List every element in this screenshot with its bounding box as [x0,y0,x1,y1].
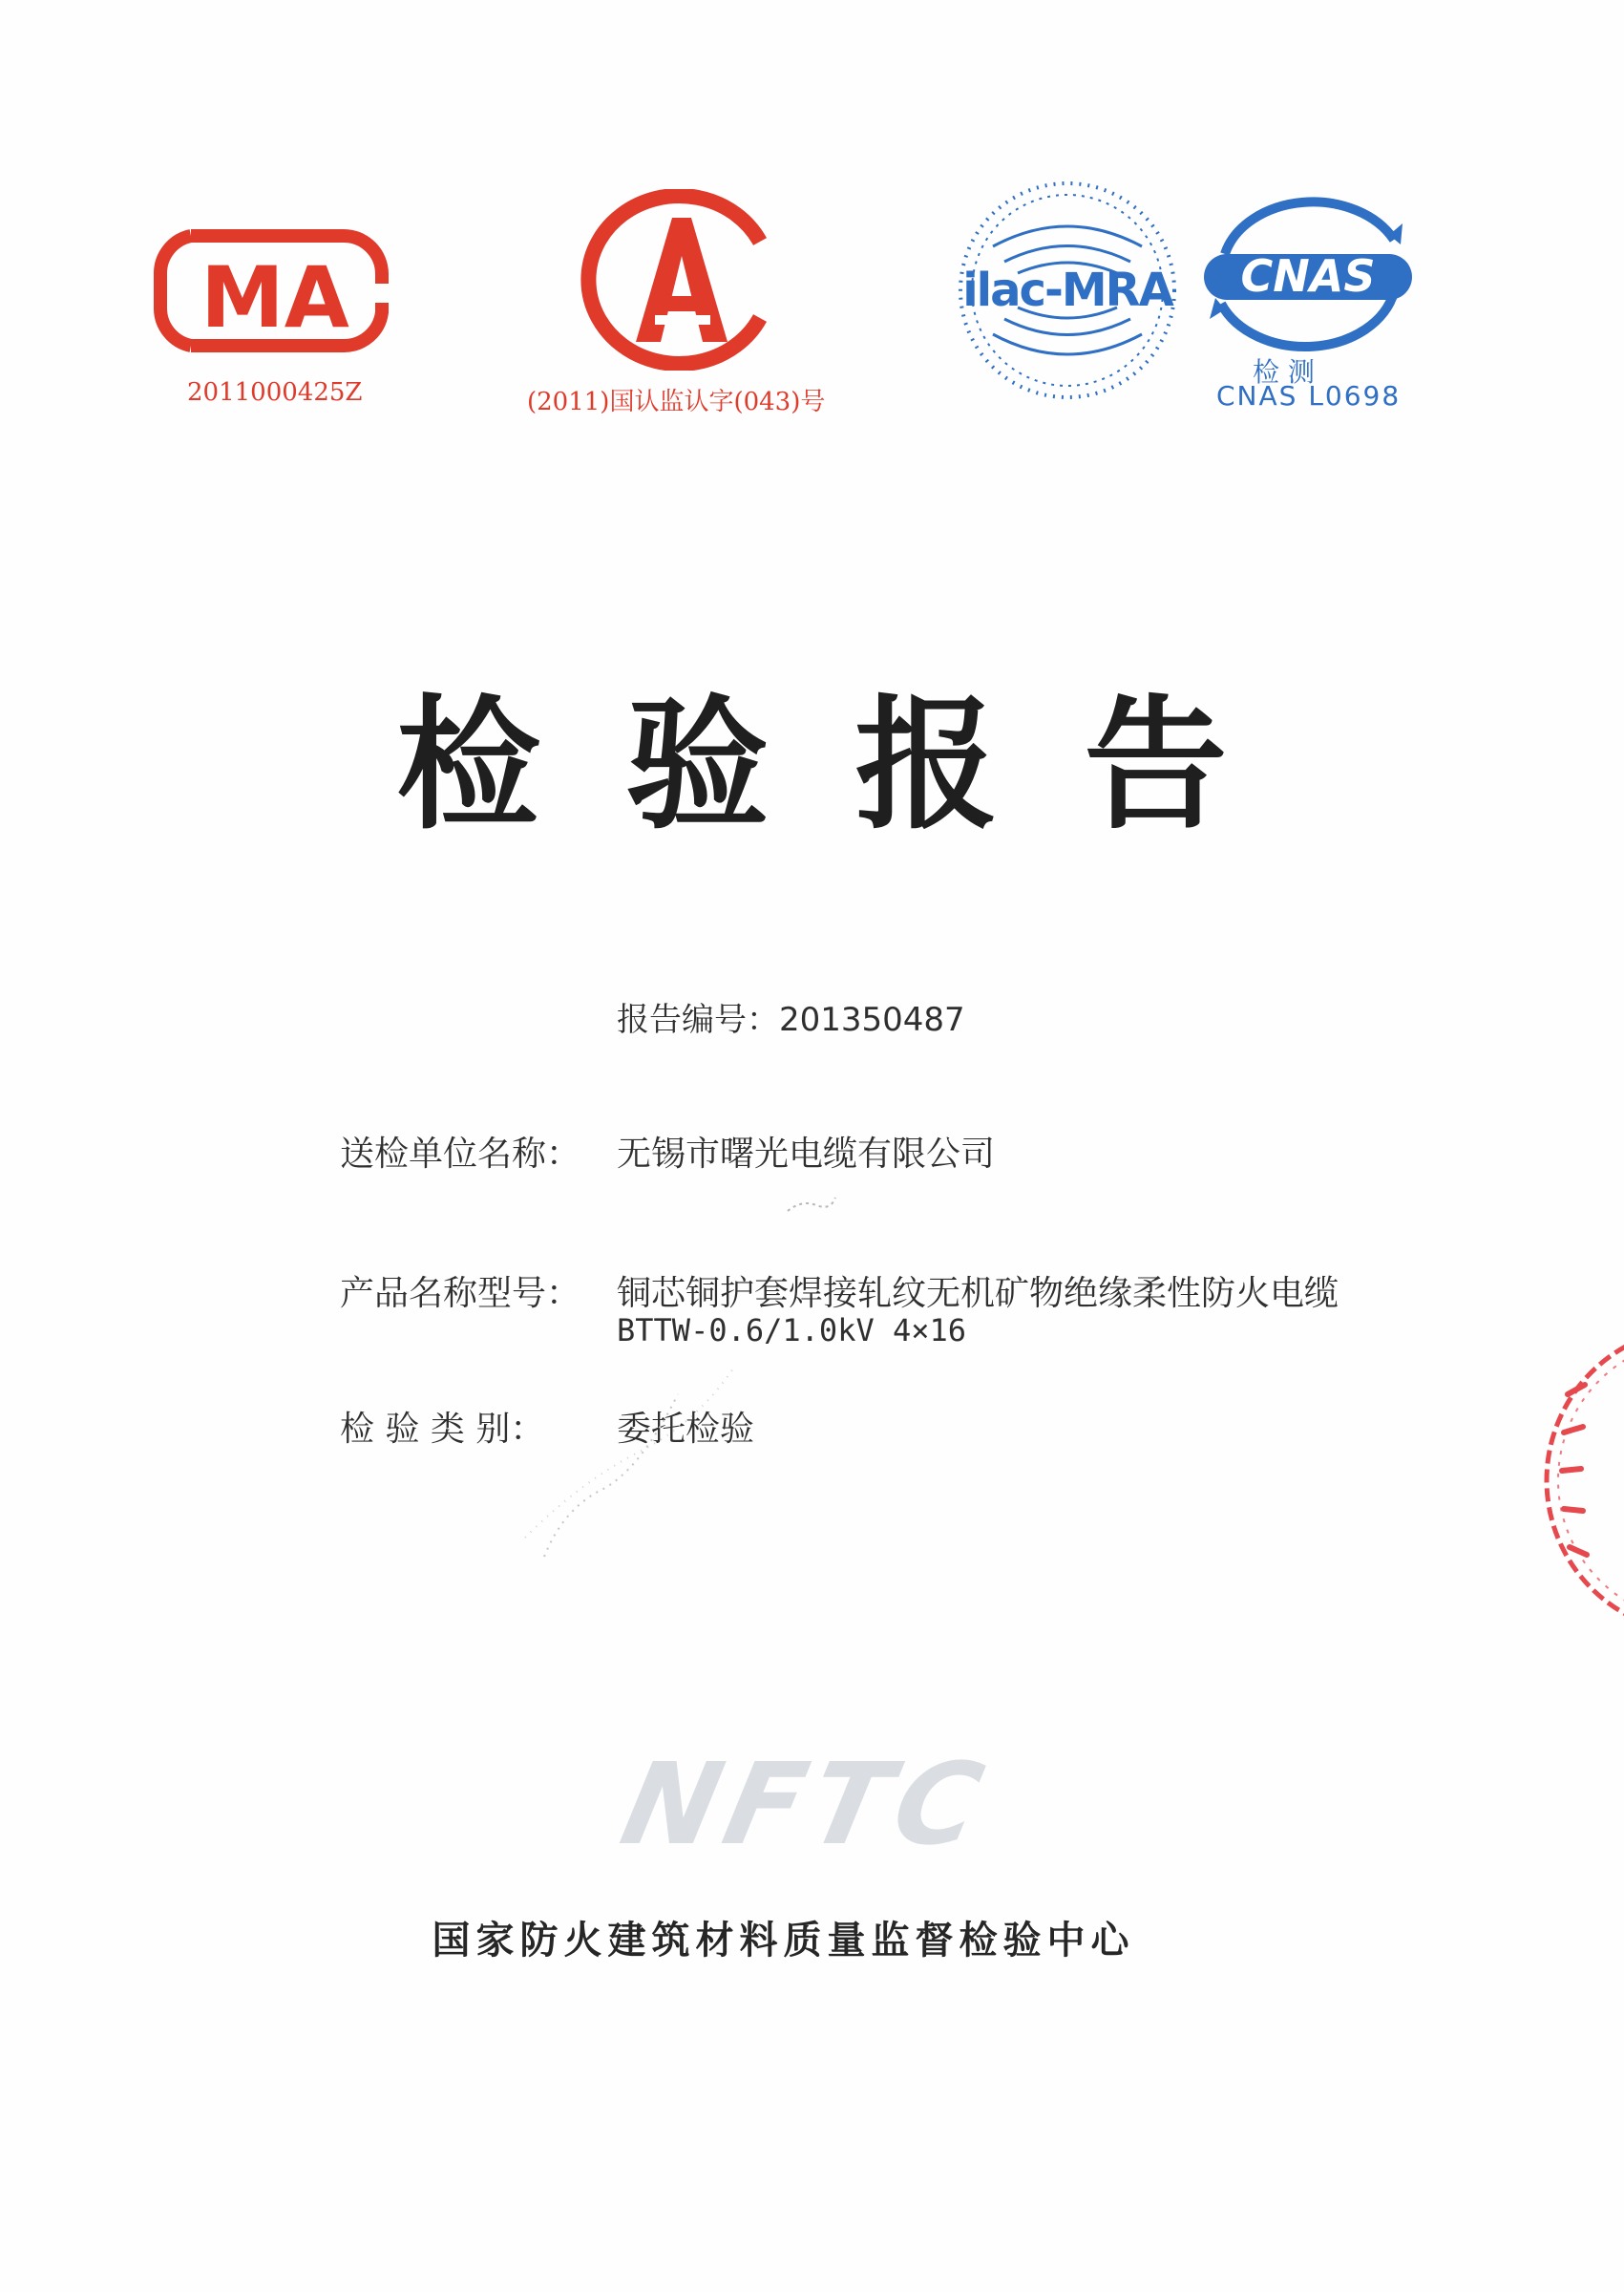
cal-certificate-number: (2011)国认监认字(043)号 [527,388,826,416]
page-title: 检验报告 [396,683,1314,849]
ilac-logo-text: ilac-MRA [962,264,1172,317]
inspection-type-label: 检 验 类 别： [340,1410,545,1449]
scan-speck [783,1192,840,1220]
cnas-logo-text: CNAS [1240,250,1376,302]
product-value-line2: BTTW-0.6/1.0kV 4×16 [617,1312,967,1348]
cnas-accreditation-number: CNAS L0698 [1216,380,1402,412]
scan-speck [506,1337,754,1585]
cnas-logo [1198,187,1418,359]
client-label: 送检单位名称： [340,1135,581,1174]
inspection-type-value: 委托检验 [617,1410,755,1449]
nftc-watermark: NFTC [611,1738,1002,1870]
cal-logo [569,189,779,371]
cma-certificate-number: 2011000425Z [187,378,363,407]
product-label: 产品名称型号： [340,1274,581,1313]
issuing-organization: 国家防火建筑材料质量监督检验中心 [432,1919,1135,1963]
cma-logo [153,222,401,355]
client-value: 无锡市曙光电缆有限公司 [617,1135,996,1174]
cnas-testing-label: 检 测 [1253,356,1315,388]
official-seal-stamp [1518,1327,1624,1637]
cma-logo-text: MA [200,248,349,347]
report-number: 报告编号：201350487 [617,1001,965,1039]
ilac-mra-logo [955,178,1180,403]
product-value-line1: 铜芯铜护套焊接轧纹无机矿物绝缘柔性防火电缆 [617,1274,1339,1313]
